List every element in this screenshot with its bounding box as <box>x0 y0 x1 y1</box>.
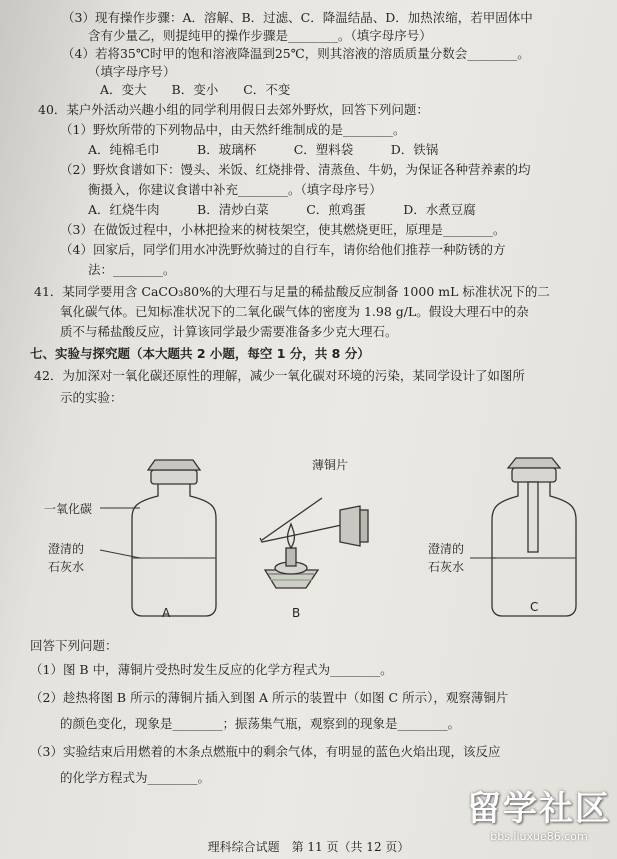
text-line: A．变大 B．变小 C．不变 <box>100 82 291 97</box>
experiment-figure <box>0 410 617 630</box>
watermark-url: bbs.liuxue86.com <box>490 830 588 843</box>
text-line: 质不与稀盐酸反应，计算该同学最少需要准备多少克大理石。 <box>60 324 398 339</box>
section-heading: 七、实验与探究题（本大题共 2 小题，每空 1 分，共 8 分） <box>30 346 370 361</box>
text-line: 回答下列问题： <box>30 638 118 653</box>
page-footer: 理科综合试题 第 11 页（共 12 页） <box>207 840 410 854</box>
text-line: 的化学方程式为________。 <box>60 770 211 785</box>
watermark-logo: 留学社区 <box>467 789 611 829</box>
text-line: A．红烧牛肉 B．清炒白菜 C．煎鸡蛋 D．水煮豆腐 <box>88 202 476 217</box>
caption-a: A <box>162 606 171 620</box>
text-line: 氧化碳气体。已知标准状况下的二氧化碳气体的密度为 1.98 g/L。假设大理石中的杂 <box>60 304 529 319</box>
text-line: 示的实验： <box>60 390 123 405</box>
text-line: A．纯棉毛巾 B．玻璃杯 C．塑料袋 D．铁锅 <box>88 142 439 157</box>
bottle-c <box>492 458 576 616</box>
text-line: 41．某同学要用含 CaCO₃80%的大理石与足量的稀盐酸反应制备 1000 mL 标准状况下的二 <box>34 284 550 299</box>
text-line: 衡摄入，你建议食谱中补充________。（填字母序号） <box>88 182 382 197</box>
label-limewater-a: 澄清的 <box>48 542 85 556</box>
text-line: （填字母序号） <box>88 64 176 79</box>
copper-strip <box>260 498 368 546</box>
label-limewater-a2: 石灰水 <box>48 560 85 574</box>
watermark <box>467 781 611 843</box>
text-line: （3）在做饭过程中，小林把捡来的树枝架空，使其燃烧更旺，原理是________。 <box>60 222 506 237</box>
text-line: 42．为加深对一氧化碳还原性的理解，减少一氧化碳对环境的污染，某同学设计了如图所 <box>34 368 525 383</box>
text-line: 40．某户外活动兴趣小组的同学利用假日去郊外野炊，回答下列问题： <box>38 102 429 117</box>
label-limewater-c: 澄清的 <box>428 542 465 556</box>
text-line: （4）回家后，同学们用水冲洗野炊骑过的自行车，请你给他们推荐一种防锈的方 <box>60 242 506 257</box>
text-line: （3）现有操作步骤：A．溶解、B．过滤、C．降温结晶、D．加热浓缩，若甲固体中 <box>62 10 533 25</box>
label-co: 一氧化碳 <box>44 502 93 516</box>
text-line: （3）实验结束后用燃着的木条点燃瓶中的剩余气体，有明显的蓝色火焰出现，该反应 <box>30 744 501 759</box>
text-line: 法：________。 <box>88 262 176 277</box>
text-line: （1）图 B 中，薄铜片受热时发生反应的化学方程式为________。 <box>30 662 393 677</box>
text-line: 的颜色变化，现象是________；振荡集气瓶，观察到的现象是________。 <box>60 716 461 731</box>
alcohol-lamp-b <box>265 524 318 588</box>
caption-b: B <box>292 606 301 620</box>
text-line: （2）趁热将图 B 所示的薄铜片插入到图 A 所示的装置中（如图 C 所示），观察薄铜片 <box>30 690 509 705</box>
text-line: 含有少量乙，则提纯甲的操作步骤是________。（填字母序号） <box>88 28 432 43</box>
label-copper: 薄铜片 <box>312 458 349 472</box>
caption-c: C <box>530 600 539 614</box>
label-limewater-c2: 石灰水 <box>428 560 465 574</box>
text-line: （2）野炊食谱如下：馒头、米饭、红烧排骨、清蒸鱼、牛奶，为保证各种营养素的均 <box>60 162 531 177</box>
text-line: （4）若将35℃时甲的饱和溶液降温到25℃，则其溶液的溶质质量分数会________。 <box>62 46 530 61</box>
bottle-a <box>132 460 216 616</box>
text-line: （1）野炊所带的下列物品中，由天然纤维制成的是________。 <box>60 122 406 137</box>
